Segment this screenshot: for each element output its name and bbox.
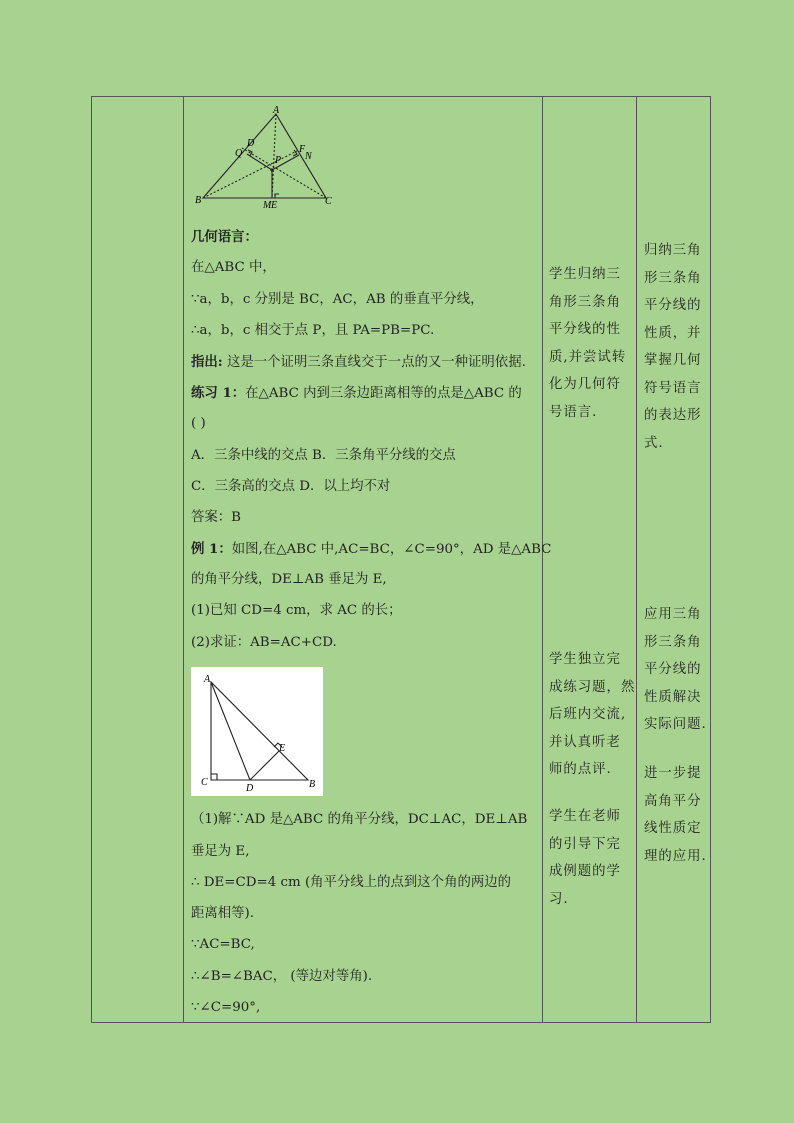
option-line: A．三条中线的交点 B．三条角平分线的交点 (191, 448, 456, 463)
text-line (191, 353, 526, 372)
student-activity-block-3 (549, 803, 621, 913)
text-line: 符号语言 (644, 380, 702, 396)
table-bottom-border (91, 1022, 711, 1023)
text-line: 几何语言： (191, 229, 258, 245)
text-line: 成练习题，然 (549, 679, 636, 695)
label-exercise-1: 练习 1： (191, 385, 246, 401)
column-divider (542, 96, 543, 1023)
label-E: E (271, 200, 278, 211)
label-B: B (309, 779, 316, 790)
text-line: 的角平分线，DE⊥AB 垂足为 E, (191, 572, 387, 587)
text-line: 师的点评. (549, 762, 612, 777)
label-F: F (299, 144, 306, 155)
text-line: 后班内交流, (549, 707, 627, 722)
text-line: 形三条角 (644, 634, 702, 650)
goal-block-1 (644, 237, 702, 457)
table-top-border (91, 96, 711, 97)
option-line: C．三条高的交点 D．以上均不对 (191, 479, 391, 494)
text-line: 平分线的 (644, 298, 702, 313)
triangle-figure-bisectors (195, 104, 335, 216)
text-line: (2)求证：AB=AC+CD. (191, 635, 337, 650)
text-line: 的引导下完 (549, 836, 621, 852)
text-line: 形三条角 (644, 270, 702, 286)
text-line: 成例题的学 (549, 864, 621, 879)
example-1-text: 如图,在△ABC 中,AC=BC，∠C=90°，AD 是△ABC (231, 542, 552, 557)
text-line (191, 384, 522, 403)
label-Q: Q (235, 148, 243, 159)
text-line: 在△ABC 中， (191, 260, 276, 275)
solution-line: ∵∠C=90°, (191, 1000, 261, 1015)
label-C: C (325, 196, 332, 207)
goal-block-2 (644, 601, 707, 739)
right-triangle-figure (191, 667, 323, 796)
text-line: 学生独立完 (549, 652, 621, 667)
text-line: 质,并尝试转 (549, 349, 627, 365)
text-line: ( ) (191, 416, 206, 431)
text-line: 化为几何符 (549, 377, 621, 392)
column-divider (183, 96, 184, 1023)
text-line: 性质解决 (644, 689, 702, 705)
exercise-1-text: 在△ABC 内到三条边距离相等的点是△ABC 的 (245, 386, 522, 401)
text-line: 平分线的性 (549, 322, 621, 337)
table-left-border (91, 96, 92, 1023)
text-line: 平分线的 (644, 662, 702, 677)
column-divider (636, 96, 637, 1023)
text-line: 的表达形 (644, 408, 702, 423)
solution-line: ∵AC=BC, (191, 937, 255, 952)
label-D: D (247, 138, 255, 149)
student-activity-block-2 (549, 646, 635, 784)
text-line: 学生归纳三 (549, 267, 621, 282)
text-line: 号语言. (549, 404, 598, 420)
label-example-1: 例 1： (191, 541, 232, 557)
table-right-border (710, 96, 711, 1023)
text-line: ∵a，b，c 分别是 BC，AC，AB 的垂直平分线， (191, 292, 484, 307)
goal-block-3 (644, 760, 707, 870)
text-line: 角形三条角 (549, 294, 621, 310)
label-A: A (204, 674, 211, 685)
text-line: 归纳三角 (644, 243, 702, 258)
solution-line: 垂足为 E, (191, 844, 250, 859)
label-E: E (279, 743, 286, 754)
solution-line: （1)解∵AD 是△ABC 的角平分线，DC⊥AC，DE⊥AB (191, 812, 528, 827)
solution-line: 距离相等). (191, 906, 255, 921)
answer-line: 答案：B (191, 510, 242, 525)
student-activity-block-1 (549, 261, 626, 426)
text-line: 实际问题. (644, 717, 707, 732)
solution-line: ∴∠B=∠BAC， (等边对等角). (191, 969, 373, 984)
label-C: C (201, 777, 208, 788)
text-line: 并认真听老 (549, 734, 621, 750)
point-out-text: 这是一个证明三条直线交于一点的又一种证明依据. (222, 355, 526, 370)
text-line: 掌握几何 (644, 353, 702, 368)
label-N: N (305, 151, 312, 162)
text-line: 线性质定 (644, 821, 702, 836)
label-B: B (195, 195, 202, 206)
label-point-out: 指出: (191, 354, 223, 370)
text-line: ∴a，b，c 相交于点 P，且 PA=PB=PC. (191, 323, 435, 338)
solution-line: ∴ DE=CD=4 cm (角平分线上的点到这个角的两边的 (191, 875, 512, 890)
label-D: D (246, 783, 254, 794)
text-line: 习. (549, 891, 569, 907)
text-line: 应用三角 (644, 607, 702, 622)
text-line: 式. (644, 435, 664, 451)
label-P: P (275, 155, 282, 166)
label-M: M (263, 200, 272, 211)
text-line: 进一步提 (644, 766, 702, 781)
triangle-abc-right (211, 682, 308, 780)
text-line: (1)已知 CD=4 cm，求 AC 的长； (191, 603, 402, 618)
text-line (191, 540, 551, 559)
text-line: 学生在老师 (549, 809, 621, 824)
text-line: 高角平分 (644, 793, 702, 809)
text-line: 理的应用. (644, 848, 707, 864)
label-A: A (273, 105, 280, 116)
text-line: 性质，并 (644, 325, 702, 341)
